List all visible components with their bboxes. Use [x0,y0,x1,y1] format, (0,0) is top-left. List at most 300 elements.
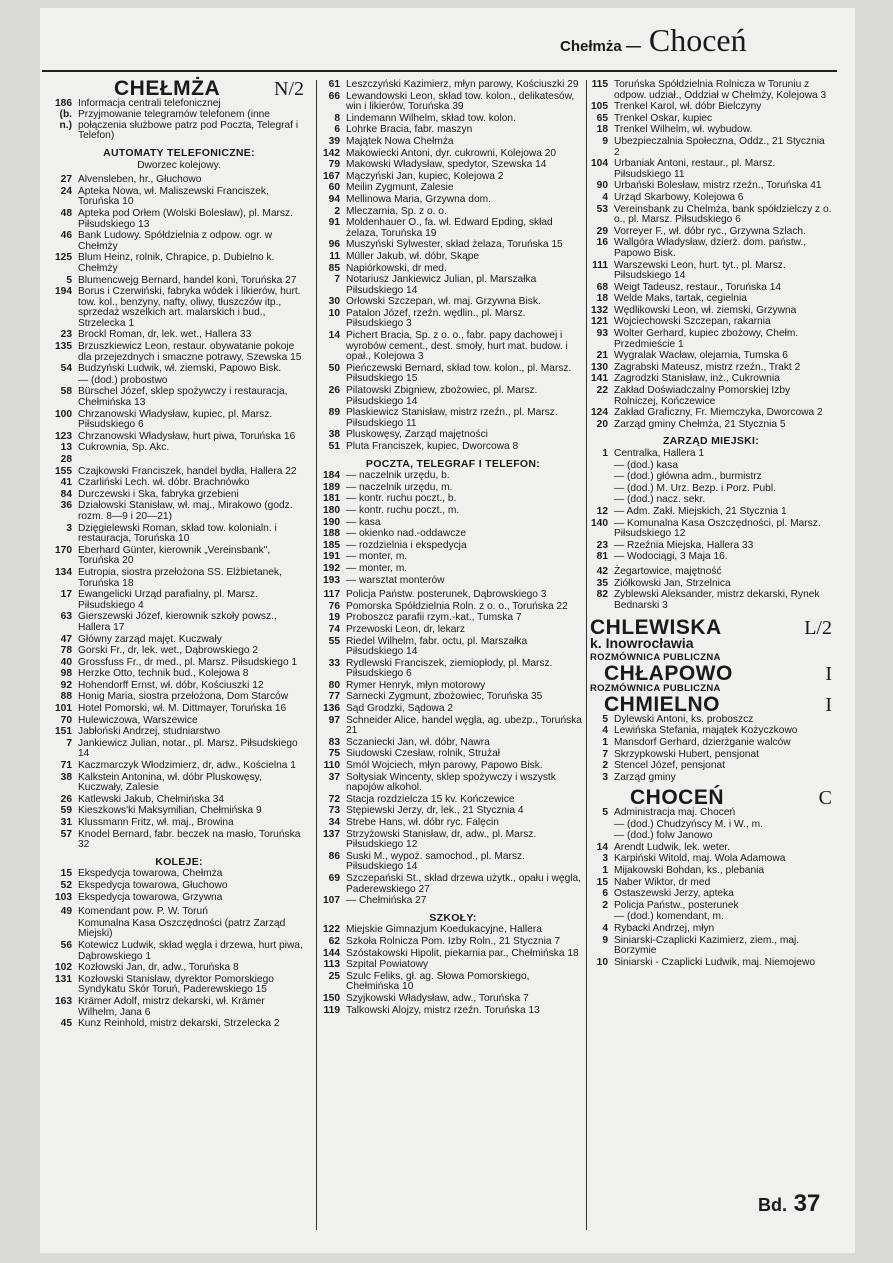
phone-number: 68 [596,281,608,293]
phone-number: 7 [334,274,340,286]
entry-text: Borus i Czerwiński, fabryka wódek i likierów, hurt. tow. kol., benzyny, nafty, oliwy, tłuszczów itp., sprzedaż wszelkich art. malarskich i bud., Strzelecka 1 [78,286,301,329]
directory-entry [54,546,304,567]
entry-text: — naczelnik urzędu, b. [346,470,450,482]
phone-number: 57 [60,828,72,840]
directory-entry [322,960,584,971]
directory-entry [54,99,304,110]
column-3 [590,80,832,969]
entry-text: Ziółkowski Jan, Strzelnica [614,577,731,589]
directory-entry [54,432,304,443]
phone-number: 111 [592,259,608,271]
entry-text: Muszyński Sylwester, skład żelaza, Toruńska 15 [346,239,563,251]
phone-number: 101 [55,703,72,715]
directory-entry [590,294,832,305]
entry-text: Toruńska Spółdzielnia Rolnicza w Toruniu z odpow. udział., Oddział w Chełmży, Kolejowa 3 [614,79,827,101]
entry-text: Stencel Józef, pensjonat [614,760,726,772]
phone-number: 96 [328,239,340,251]
directory-entry [590,936,832,957]
phone-number: 94 [328,193,340,205]
phone-number: 90 [596,180,608,192]
phone-number: 151 [55,726,72,738]
phone-number: 14 [328,330,340,342]
phone-number: 36 [60,500,72,512]
page-footer [758,1190,820,1218]
directory-entry [322,218,584,239]
entry-text: Krämer Adolf, mistrz dekarski, wł. Krämer Wilhelm, Jana 6 [78,995,265,1018]
phone-number: 31 [60,817,72,828]
entry-text: Siudowski Czesław, rolnik, Strużał [346,748,501,760]
directory-entry [322,692,584,703]
phone-number: 15 [60,868,72,880]
phone-number: 6 [334,124,340,136]
directory-entry [322,252,584,263]
phone-number: 191 [323,551,340,563]
directory-entry [322,994,584,1005]
city-code: I [825,663,832,686]
directory-entry [322,240,584,251]
phone-number: 163 [55,995,72,1007]
directory-entry [590,567,832,578]
phone-number: 97 [328,714,340,726]
directory-entry [322,264,584,275]
directory-entry [590,205,832,226]
entry-text: Makowski Władysław, spedytor, Szewska 14 [346,159,547,171]
directory-entry [322,125,584,136]
directory-entry [54,455,304,466]
phone-number: 104 [591,158,608,170]
city-name: CHEŁMŻA [114,77,221,100]
directory-entry [322,442,584,453]
phone-number: 80 [328,679,340,691]
directory-entry [590,843,832,854]
directory-entry [322,529,584,540]
phone-number: 85 [328,262,340,274]
phone-number: 188 [323,528,340,540]
section-title: AUTOMATY TELEFONICZNE: [103,146,255,159]
directory-entry [322,195,584,206]
entry-text: Siniarski - Czaplicki Ludwik, maj. Niemojewo [614,956,815,968]
entry-text: Alvensleben, hr., Głuchowo [78,174,202,186]
phone-number: 18 [596,124,608,136]
phone-number: 42 [596,565,608,577]
entry-text: Administracja maj. Choceń [614,807,736,819]
directory-entry [322,564,584,575]
entry-text: Szczepański St., skład drzewa użytk., opału i węgla, Paderewskiego 27 [346,872,581,895]
directory-entry [54,669,304,680]
directory-entry [322,625,584,636]
directory-entry [590,227,832,238]
city-code: C [818,787,832,810]
phone-number: 136 [323,703,340,715]
entry-text: Brzuszkiewicz Leon, restaur. obywatanie pokoje dla przejezdnych i smaczne potrawy, Szewska 15 [78,341,302,363]
column-1 [54,77,304,1031]
entry-text: Durczewski i Ska, fabryka grzebieni [78,488,239,500]
phone-number: 9 [602,135,608,147]
phone-number: 4 [602,922,608,934]
phone-number: 89 [328,407,340,419]
phone-number: 184 [323,470,340,482]
entry-text: Jabłoński Andrzej, studniarstwo [78,726,221,738]
directory-entry [322,818,584,829]
section-title: ZARZĄD MIEJSKI: [662,435,760,448]
directory-entry [54,893,304,904]
city-heading [54,77,304,100]
phone-number: 60 [328,182,340,194]
entry-text: Wojciechowski Szczepan, rakarnia [614,316,771,328]
directory-entry [590,552,832,563]
city-subtitle: k. Inowrocławia [590,634,694,651]
phone-number: 41 [60,477,72,489]
entry-text: Meilin Zygmunt, Zalesie [346,182,454,194]
entry-text: Smól Wojciech, młyn parowy, Papowo Bisk. [346,760,543,772]
entry-text: Zakład Graficzny, Fr. Miemczyka, Dworcowa 2 [614,407,823,419]
city-name: CHŁAPOWO [604,662,733,686]
city-code: I [825,694,832,717]
entry-text: Mleczarnia, Sp. z o. o. [346,205,447,217]
directory-entry [322,738,584,749]
directory-entry [54,727,304,738]
entry-text: Komendant pow. P. W. Toruń [78,906,208,918]
page-header [560,22,747,59]
section-title: POCZTA, TELEGRAF I TELEFON: [365,457,541,470]
phone-number: 45 [60,1018,72,1030]
directory-entry [54,658,304,669]
directory-entry [322,590,584,601]
phone-number: 39 [328,135,340,147]
phone-number: 20 [596,418,608,430]
directory-entry [54,590,304,611]
entry-text: Talkowski Alojzy, mistrz rzeźn. Toruńska 13 [346,1004,540,1016]
directory-entry [54,646,304,657]
city-name: CHMIELNO [604,693,720,717]
phone-number: 71 [60,760,72,772]
entry-text: — okienko nad.-oddawcze [346,528,467,540]
phone-number: 78 [60,645,72,657]
phone-number: 59 [60,805,72,817]
phone-number: 113 [323,959,340,971]
entry-text: — (dod.) folw Janowo [614,830,713,842]
entry-text: Zagrodzki Stanisław, inż., Cukrownia [614,373,780,385]
entry-text: — Chełmińska 27 [346,895,427,907]
phone-number: 25 [328,970,340,982]
phone-number: 26 [328,385,340,397]
phone-number: 12 [596,505,608,517]
directory-entry [590,773,832,784]
phone-number: 144 [323,947,340,959]
entry-text: Arendt Ludwik, lek. weter. [614,841,731,853]
phone-number: 102 [55,962,72,974]
phone-number: 140 [591,517,608,529]
entry-text: Blum Heinz, rolnik, Chrapice, p. Dubielno k. Chełmży [78,252,275,274]
city-heading [590,786,832,810]
phone-number: 91 [328,217,340,229]
directory-entry [590,374,832,385]
phone-number: 33 [328,657,340,669]
entry-text: — (dod.) główna adm., burmistrz [614,471,762,483]
directory-entry [322,576,584,587]
directory-entry [590,420,832,431]
directory-entry [322,408,584,429]
directory-entry [590,866,832,877]
phone-number: 23 [60,329,72,341]
entry-text: — rozdzielnia i ekspedycja [346,539,467,551]
phone-number: 194 [55,286,72,298]
directory-entry [590,519,832,540]
directory-entry [322,659,584,680]
phone-number: 17 [60,589,72,601]
entry-text: Pilatowski Zbigniew, zbożowiec, pl. Marsz. Piłsudskiego 14 [346,385,538,407]
phone-number: 3 [602,853,608,865]
entry-text: Trenkel Karol, wł. dóbr Bielczyny [614,101,762,113]
entry-text: Informacja centrali telefonicznej [78,97,221,109]
entry-text: Szyjkowski Władysław, adw., Toruńska 7 [346,992,529,1004]
phone-number: 10 [596,956,608,968]
phone-number: 185 [323,539,340,551]
directory-entry [322,773,584,794]
phone-number: 190 [323,516,340,528]
entry-text: Czajkowski Franciszek, handel bydła, Hallera 22 [78,465,297,477]
directory-entry [322,552,584,563]
entry-text: Pieńczewski Bernard, skład tow. kolon., pl. Marsz. Piłsudskiego 15 [346,362,572,385]
directory-entry [322,830,584,851]
phone-number: 122 [323,924,340,936]
entry-text: Czarliński Lech. wł. dóbr. Brachnówko [78,477,250,489]
entry-text: — kasa [346,516,381,528]
entry-text: Kozłowski Stanisław, dyrektor Pomorskiego Syndykatu Skór Toruń, Paderewskiego 15 [78,973,274,996]
section-title: KOLEJE: [155,855,203,868]
entry-text: Eutropia, siostra przełożona SS. Elżbietanek, Toruńska 18 [78,566,282,589]
entry-text: Szóstakowski Hipolit, piekarnia par., Chełmińska 18 [346,947,579,959]
entry-text: Lindemann Wilhelm, skład tow. kolon. [346,112,516,124]
entry-text: Lohrke Bracia, fabr. maszyn [346,124,473,136]
entry-text: Zakład Doświadczalny Pomorskiej Izby Rolniczej, Kończewice [614,385,791,407]
directory-entry [54,795,304,806]
phone-number: 170 [55,544,72,556]
entry-text: Welde Maks, tartak, cegielnia [614,293,747,305]
directory-entry [590,808,832,819]
directory-entry [590,306,832,317]
entry-text: Strzyżowski Stanisław, dr, adw., pl. Marsz. Piłsudskiego 12 [346,828,537,851]
directory-entry [590,351,832,362]
phone-number: 141 [591,373,608,385]
entry-text: — naczelnik urzędu, m. [346,481,453,493]
directory-entry [322,114,584,125]
entry-text: — monter, m. [346,562,408,574]
directory-entry [54,739,304,760]
directory-entry [590,750,832,761]
entry-text: Zarząd gminy [614,771,676,783]
directory-entry [54,941,304,962]
page-number: 37 [793,1190,821,1217]
entry-text: Ubezpieczalnia Społeczna, Oddz., 21 Stycznia 2 [614,135,825,158]
directory-entry [54,501,304,522]
directory-entry [590,102,832,113]
directory-entry [590,831,832,842]
directory-entry [54,681,304,692]
phone-number: 180 [323,504,340,516]
phone-number: 40 [60,656,72,668]
entry-text: Notariusz Jankiewicz Julian, pl. Marszałka Piłsudskiego 14 [346,274,537,296]
directory-entry [322,364,584,385]
phone-number: 73 [328,805,340,817]
directory-entry [322,172,584,183]
phone-number: 22 [596,385,608,397]
phone-number: 125 [55,252,72,264]
phone-number: 124 [591,407,608,419]
directory-entry [54,773,304,794]
directory-entry [590,329,832,350]
phone-number: 4 [602,191,608,203]
entry-text: Kozłowski Jan, dr, adw., Toruńska 8 [78,962,239,974]
phone-number: 79 [328,159,340,171]
entry-text: Mellinowa Maria, Grzywna dom. [346,193,491,205]
entry-text: Szkoła Rolnicza Pom. Izby Roln., 21 Stycznia 7 [346,935,561,947]
entry-text: Mansdorf Gerhard, dzierżganie walców [614,737,791,749]
directory-entry [322,518,584,529]
phone-number: 55 [328,635,340,647]
phone-number: 1 [602,737,608,749]
directory-entry [54,830,304,851]
entry-text: Herzke Otto, technik bud., Kolejowa 8 [78,668,249,680]
phone-number: 117 [323,589,340,601]
entry-text: — Rzeźnia Miejska, Hallera 33 [614,539,754,551]
directory-entry [322,716,584,737]
directory-entry [54,342,304,363]
entry-text: Hohendorff Ernst, wł. dóbr, Kościuszki 12 [78,679,264,691]
entry-text: Zarząd gminy Chełmża, 21 Stycznia 5 [614,418,786,430]
entry-text: Zagrabski Mateusz, mistrz rzeźn., Trakt 2 [614,361,801,373]
entry-text: Zyblewski Aleksander, mistrz dekarski, Rynek Bednarski 3 [614,589,820,611]
entry-text: Ekspedycja towarowa, Grzywna [78,891,223,903]
entry-text: — (dod.) nacz. sekr. [614,494,706,506]
phone-number: 74 [328,623,340,635]
directory-entry [54,376,304,387]
entry-text: Ostaszewski Jerzy, apteka [614,888,734,900]
directory-entry [590,579,832,590]
phone-number: 2 [334,205,340,217]
entry-text: Katlewski Jakub, Chełmińska 34 [78,793,225,805]
phone-number: 77 [328,691,340,703]
directory-entry [590,889,832,900]
entry-text: Lewińska Stefania, majątek Kożyczkowo [614,725,798,737]
directory-entry [54,997,304,1018]
phone-number: 37 [328,771,340,783]
entry-text: — (dod.) Chudzyńscy M. i W., m. [614,818,763,830]
entry-text: Wolter Gerhard, kupiec zbożowy, Chełm. Przedmieście 1 [614,328,799,350]
entry-text: Pomorska Spółdzielnia Roln. z o. o., Toruńska 22 [346,600,568,612]
entry-text: Urząd Skarbowy, Kolejowa 6 [614,191,744,203]
phone-number: 23 [596,539,608,551]
directory-entry [54,704,304,715]
city-heading [590,693,832,717]
phone-number: 192 [323,562,340,574]
directory-entry [322,972,584,993]
entry-text: Ewangelicki Urząd parafialny, pl. Marsz. Piłsudskiego 4 [78,589,258,611]
phone-number: 4 [602,725,608,737]
directory-entry [322,92,584,113]
phone-number: 83 [328,736,340,748]
directory-entry [322,494,584,505]
phone-number: 186 [55,97,72,109]
phone-number [590,820,614,831]
phone-number [590,831,614,842]
directory-entry [322,937,584,948]
phone-number: 19 [328,612,340,624]
phone-number [590,484,614,495]
directory-entry [590,80,832,101]
phone-number: 52 [60,879,72,891]
phone-number: 93 [596,328,608,340]
phone-number [54,376,78,387]
phone-number: 134 [55,566,72,578]
directory-entry [590,114,832,125]
entry-text: Wędlikowski Leon, wł. ziemski, Grzywna [614,304,797,316]
header-range-start: Chełmża — [560,38,641,55]
entry-text: Dzięgielewski Roman, skład tow. kolonialn. i restauracja, Toruńska 10 [78,522,277,545]
column-2 [322,80,584,1017]
section-title: SZKOŁY: [429,911,477,924]
entry-text: Strebe Hans, wł. dóbr ryc. Falęcin [346,817,499,828]
entry-text: Trenkel Oskar, kupiec [614,112,713,124]
directory-entry [54,330,304,341]
directory-entry [54,806,304,817]
entry-text: — kontr. ruchu poczt., m. [346,504,460,516]
directory-entry [590,924,832,935]
entry-text: Brockl Roman, dr, lek. wet., Hallera 33 [78,329,252,341]
entry-text: Mączyński Jan, kupiec, Kolejowa 2 [346,170,504,182]
entry-text: Rymer Henryk, młyn motorowy [346,679,486,691]
phone-number [590,461,614,472]
directory-entry [322,386,584,407]
phone-number: 7 [602,748,608,760]
directory-entry [54,716,304,727]
phone-number: 107 [323,895,340,907]
entry-text: Żegartowice, majętność [614,565,722,577]
directory-entry [322,896,584,907]
directory-entry [322,149,584,160]
city-code: N/2 [274,78,304,100]
phone-number: 132 [591,304,608,316]
phone-number: 14 [596,841,608,853]
entry-text: Weigt Tadeusz, restaur., Toruńska 14 [614,281,782,293]
section-subtitle: Dworzec kolejowy. [137,159,221,171]
directory-entry [54,187,304,208]
directory-entry [590,495,832,506]
phone-number: 84 [60,488,72,500]
entry-text: Sczaniecki Jan, wł. dóbr, Nawra [346,736,490,748]
directory-entry [322,637,584,658]
phone-number: 70 [60,714,72,726]
entry-text: Pluskowęsy, Zarząd majętności [346,429,488,441]
directory-entry [322,761,584,772]
header-range-end: Choceń [648,22,747,58]
entry-text: Szpital Powiatowy [346,959,429,971]
directory-entry [54,175,304,186]
entry-text: Trenkel Wilhelm, wł. wybudow. [614,124,753,136]
phone-number: 86 [328,850,340,862]
phone-number: 69 [328,872,340,884]
phone-number: 38 [60,771,72,783]
phone-number: 123 [55,430,72,442]
directory-entry [54,287,304,329]
phone-number: 53 [596,203,608,215]
city-name: CHLEWISKA [590,616,722,640]
directory-entry [322,207,584,218]
phone-number: 81 [596,551,608,563]
phone-number [590,472,614,483]
phone-number: 121 [591,316,608,328]
entry-text: Sołtysiak Wincenty, sklep spożywczy i wszystk napojów alkohol. [346,771,556,794]
